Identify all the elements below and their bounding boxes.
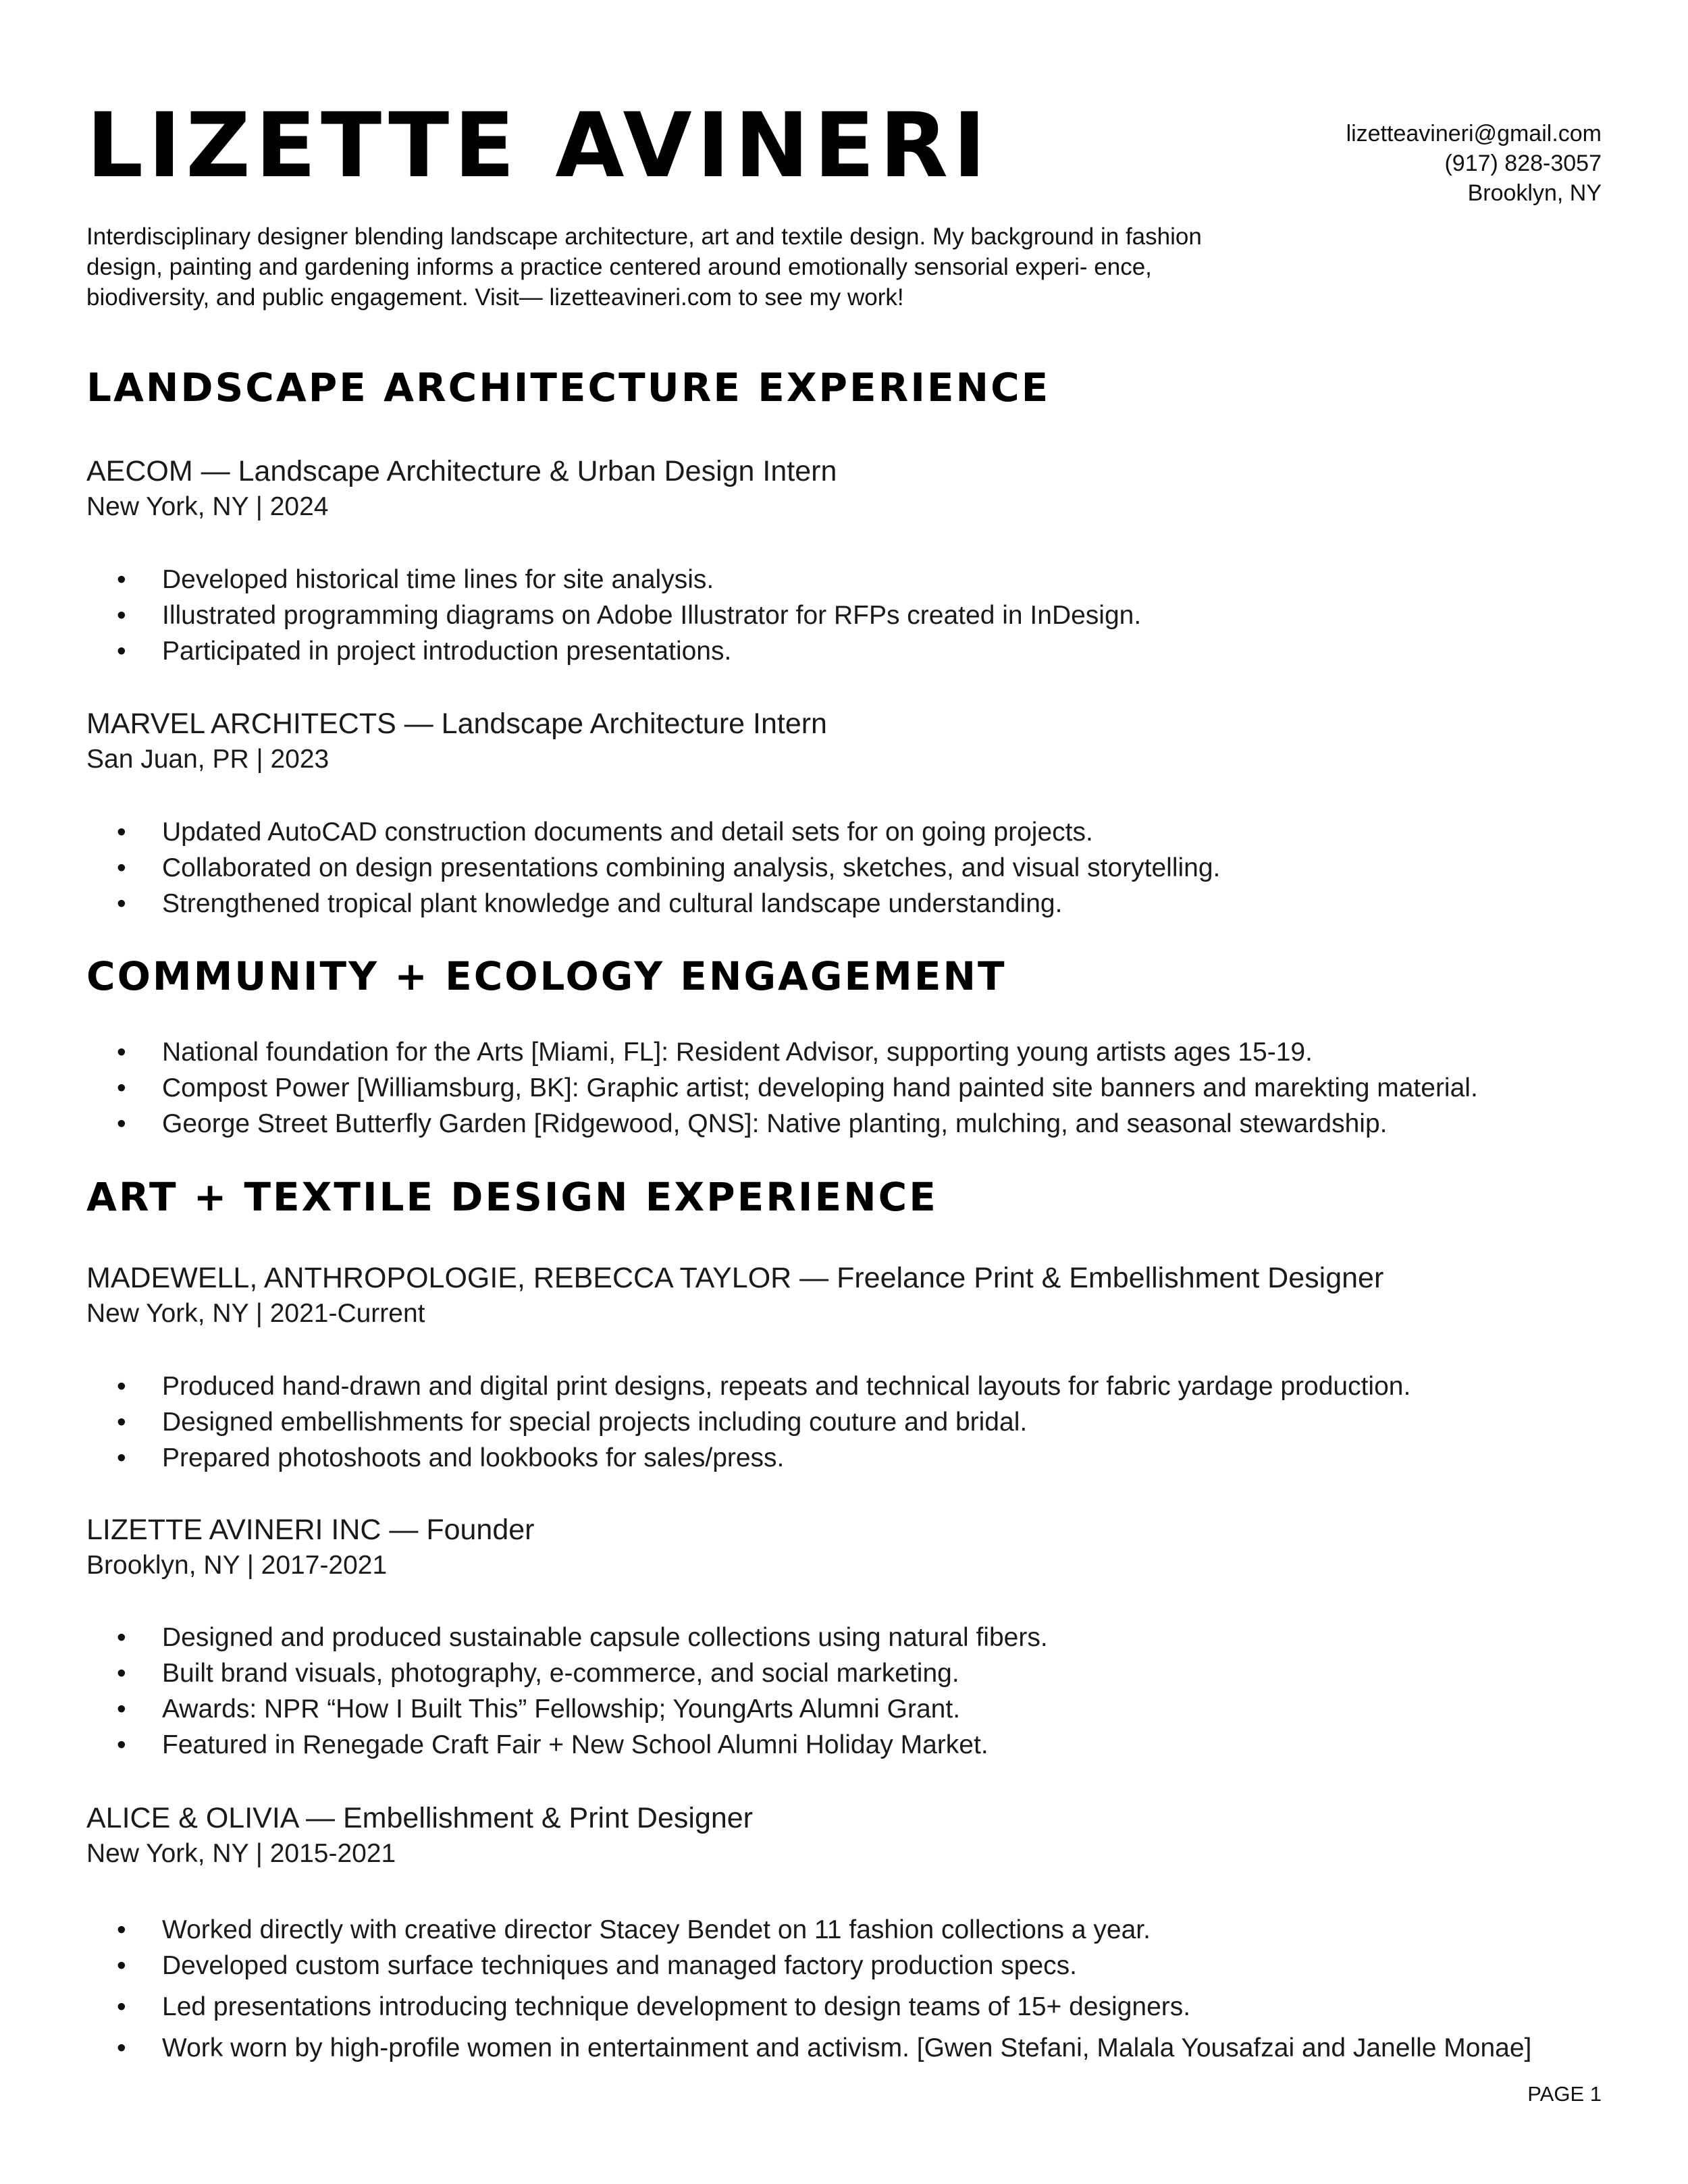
bullet-item: • Participated in project introduction presentations. [86,633,1141,669]
applicant-name: LIZETTE AVINERI [86,94,991,198]
job-title-aecom: AECOM — Landscape Architecture & Urban Design Intern [86,455,837,487]
bullet-item: • National foundation for the Arts [Miami, FL]: Resident Advisor, supporting young artists ages 15-19. [86,1034,1478,1070]
section-title-community: COMMUNITY + ECOLOGY ENGAGEMENT [86,953,1007,999]
job-meta-alice-olivia: New York, NY | 2015-2021 [86,1839,396,1868]
profile-summary: Interdisciplinary designer blending landscape architecture, art and textile design. My background in fashion design, painting and gardening informs a practice centered around emotionally sensorial experi- ence, biodiversity, and public engagement. Visit— lizetteavineri.com to see my work! [86,223,1202,311]
contact-block [1346,119,1602,208]
job-title-marvel: MARVEL ARCHITECTS — Landscape Architecture Intern [86,708,827,740]
bullet-item: • George Street Butterfly Garden [Ridgewood, QNS]: Native planting, mulching, and seasonal stewardship. [86,1106,1478,1142]
job-title-alice-olivia: ALICE & OLIVIA — Embellishment & Print Designer [86,1802,754,1834]
page-number: PAGE 1 [1527,2082,1602,2106]
job-title-madewell: MADEWELL, ANTHROPOLOGIE, REBECCA TAYLOR — Freelance Print & Embellishment Designer [86,1262,1384,1294]
job-meta-founder: Brooklyn, NY | 2017-2021 [86,1551,388,1580]
job-meta-aecom: New York, NY | 2024 [86,492,329,521]
bullet-item: • Updated AutoCAD construction documents and detail sets for on going projects. [86,814,1220,850]
community-bullets [86,1034,1478,1142]
job-bullets-founder [86,1620,1048,1763]
bullet-item: • Worked directly with creative director Stacey Bendet on 11 fashion collections a year. [86,1912,1531,1948]
bullet-item: • Awards: NPR “How I Built This” Fellowship; YoungArts Alumni Grant. [86,1691,1048,1727]
bullet-item: • Featured in Renegade Craft Fair + New School Alumni Holiday Market. [86,1727,1048,1763]
bullet-item: • Work worn by high-profile women in entertainment and activism. [Gwen Stefani, Malala Yousafzai and Janelle Monae] [86,2030,1531,2066]
bullet-item: • Prepared photoshoots and lookbooks for sales/press. [86,1440,1410,1476]
bullet-item: • Developed historical time lines for site analysis. [86,562,1141,597]
job-bullets-madewell [86,1368,1410,1476]
bullet-item: • Strengthened tropical plant knowledge and cultural landscape understanding. [86,886,1220,922]
job-meta-madewell: New York, NY | 2021-Current [86,1299,425,1328]
job-bullets-aecom [86,562,1141,669]
section-title-landscape: LANDSCAPE ARCHITECTURE EXPERIENCE [86,365,1051,410]
job-bullets-alice-olivia [86,1912,1531,2066]
job-title-founder: LIZETTE AVINERI INC — Founder [86,1514,535,1546]
bullet-item: • Developed custom surface techniques and managed factory production specs. [86,1948,1531,1983]
section-title-art: ART + TEXTILE DESIGN EXPERIENCE [86,1174,938,1220]
bullet-item: • Produced hand-drawn and digital print designs, repeats and technical layouts for fabric yardage production. [86,1368,1410,1404]
bullet-item: • Illustrated programming diagrams on Adobe Illustrator for RFPs created in InDesign. [86,597,1141,633]
bullet-item: • Designed embellishments for special projects including couture and bridal. [86,1404,1410,1440]
job-meta-marvel: San Juan, PR | 2023 [86,745,329,774]
bullet-item: • Collaborated on design presentations combining analysis, sketches, and visual storytelling. [86,850,1220,886]
bullet-item: • Built brand visuals, photography, e-commerce, and social marketing. [86,1655,1048,1691]
contact-location: Brooklyn, NY [1467,180,1602,206]
job-bullets-marvel [86,814,1220,922]
bullet-item: • Led presentations introducing technique development to design teams of 15+ designers. [86,1989,1531,2025]
bullet-item: • Designed and produced sustainable capsule collections using natural fibers. [86,1620,1048,1655]
contact-phone: (917) 828-3057 [1444,151,1602,176]
contact-email: lizetteavineri@gmail.com [1346,121,1602,147]
bullet-item: • Compost Power [Williamsburg, BK]: Graphic artist; developing hand painted site banners and marekting material. [86,1070,1478,1106]
